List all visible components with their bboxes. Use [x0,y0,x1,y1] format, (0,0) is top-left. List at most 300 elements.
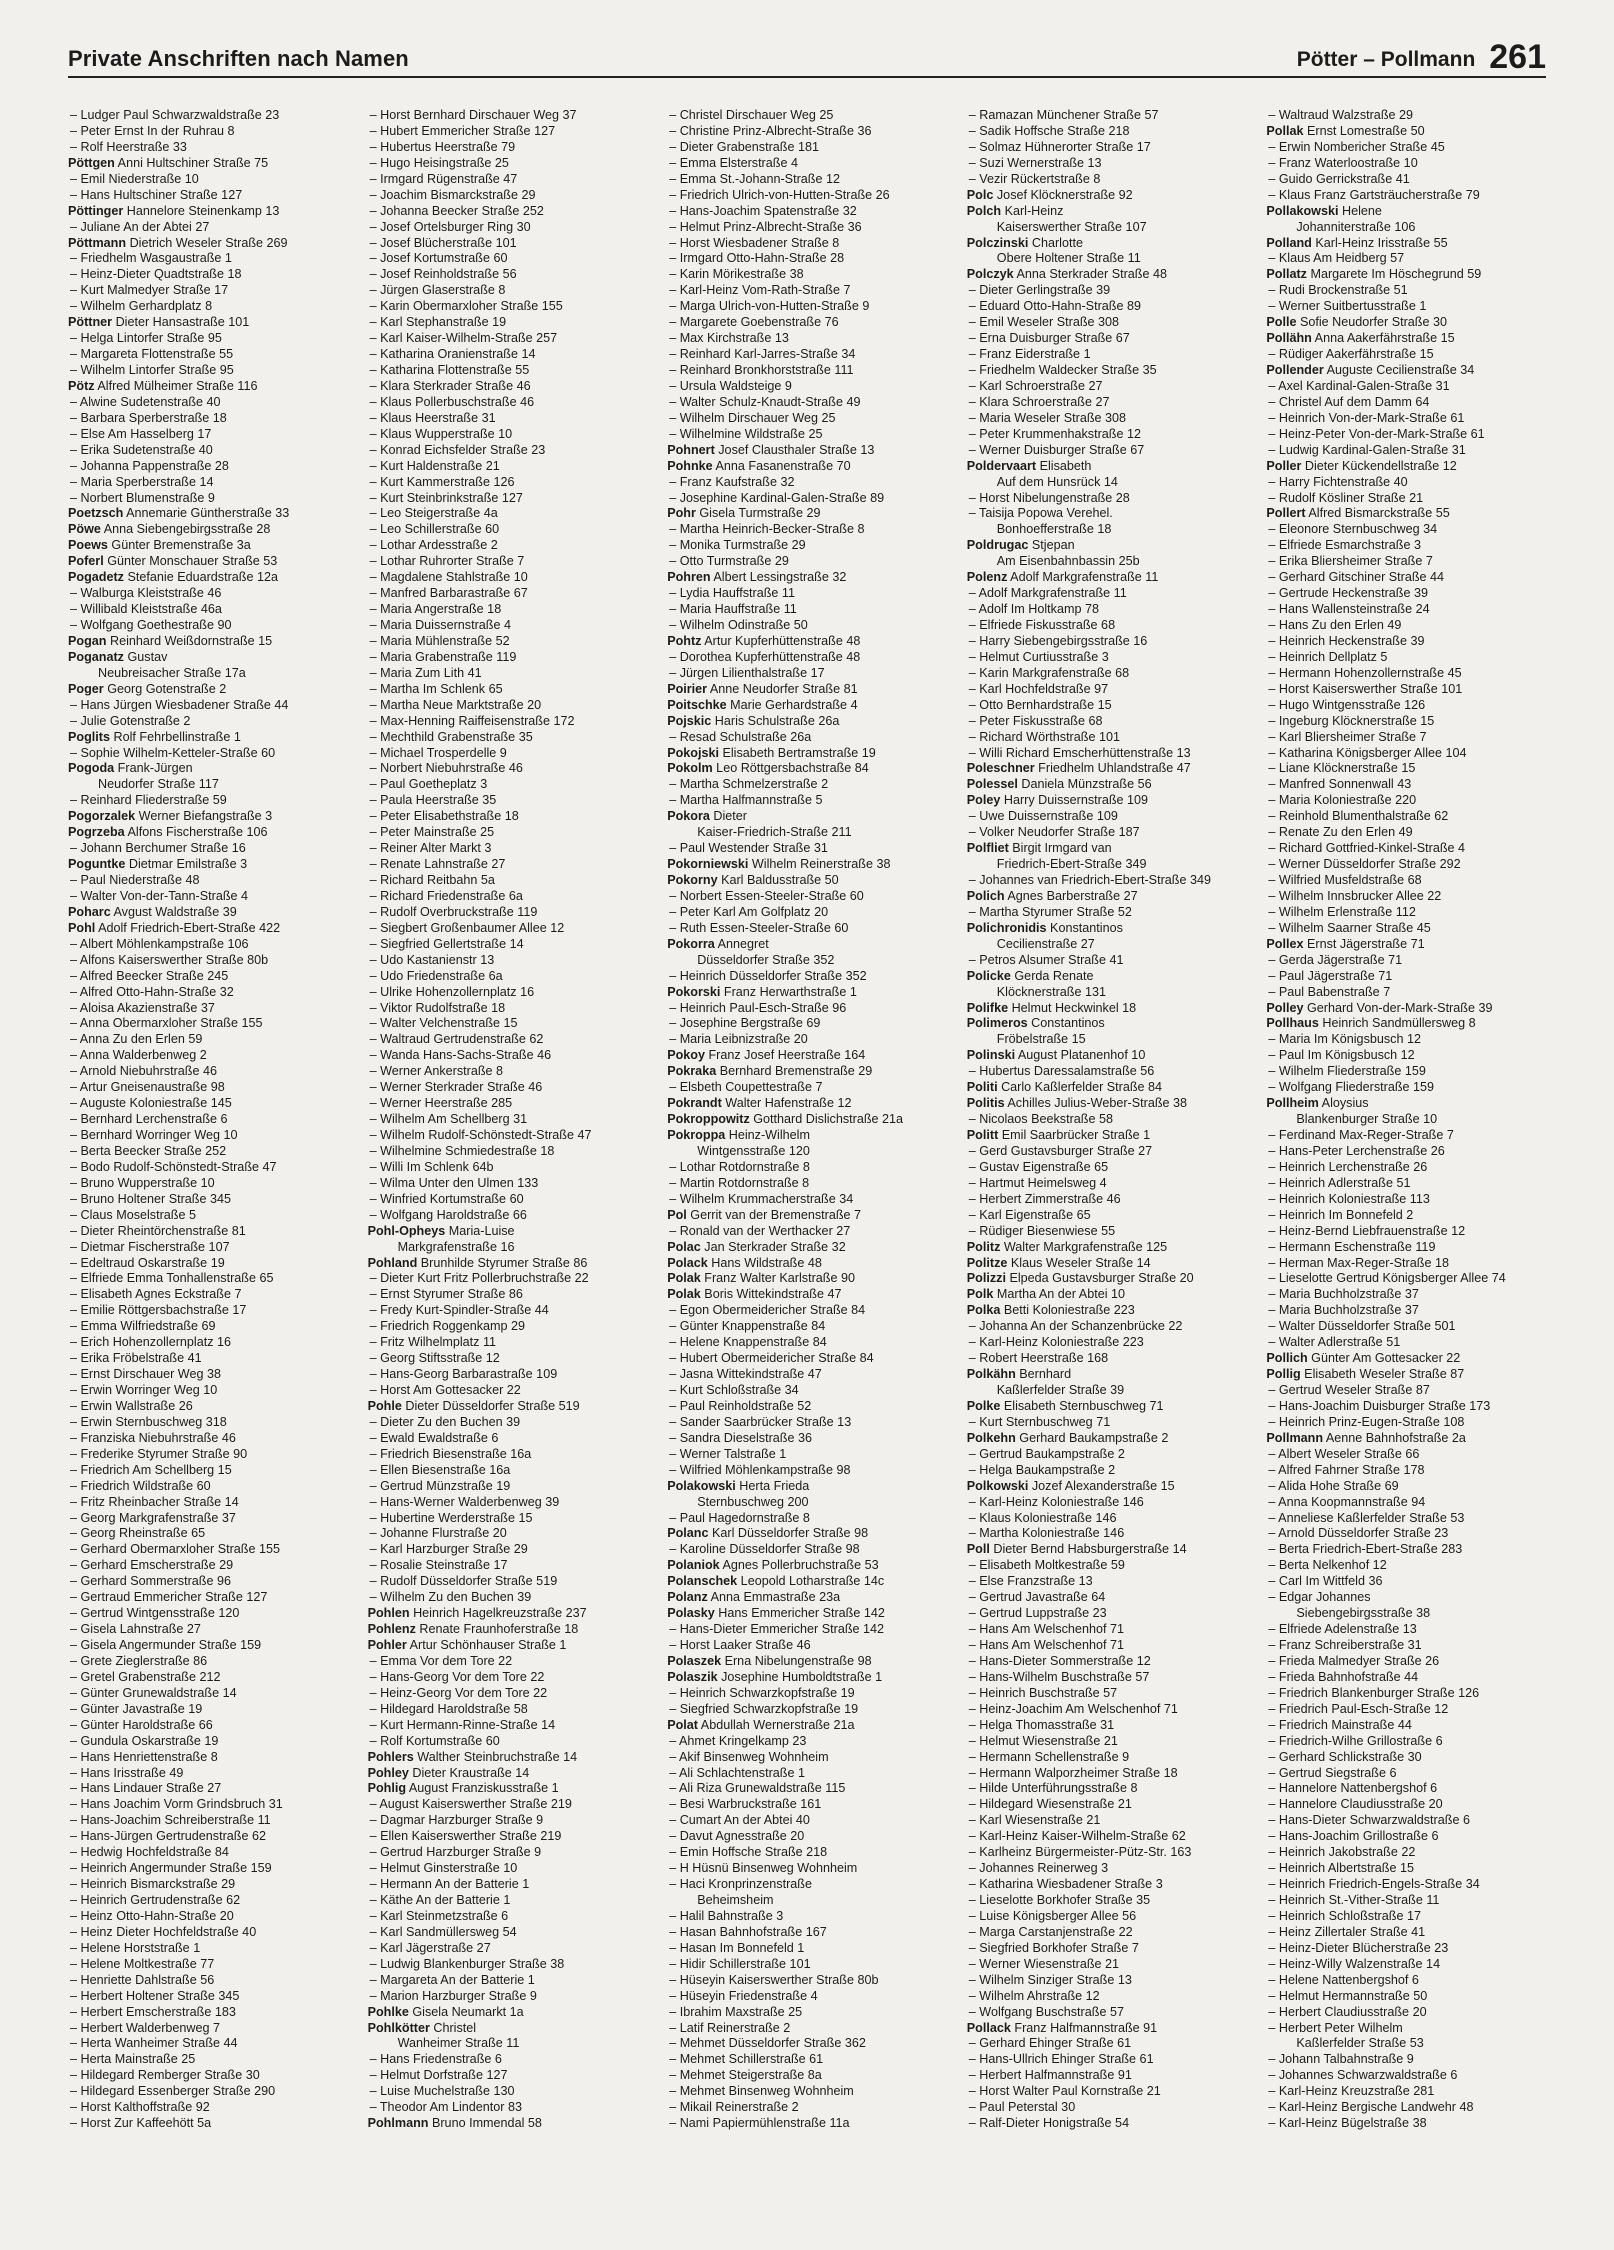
directory-entry: – Heinrich St.-Vither-Straße 11 [1268,1893,1440,1907]
directory-entry: – Hans-Joachim Schreiberstraße 11 [70,1813,271,1828]
surname: Polland [1266,235,1312,250]
directory-entry: – Karoline Düsseldorfer Straße 98 [669,1542,860,1557]
surname: Poller [1266,458,1302,473]
directory-entry: – Nami Papiermühlenstraße 11a [669,2116,850,2131]
directory-entry: Pollex Ernst Jägerstraße 71 [1266,936,1425,951]
directory-entry: – Herbert Peter Wilhelm [1268,2020,1403,2035]
directory-entry: – Bernhard Worringer Weg 10 [70,1128,238,1142]
surname: Pötz [68,378,95,393]
surname: Polkähn [966,1367,1016,1382]
directory-entry: – Solmaz Hühnerorter Straße 17 [968,139,1151,154]
directory-entry: – Paul Westender Straße 31 [669,841,828,856]
directory-entry: Blankenburger Straße 10 [1296,1112,1438,1127]
directory-entry: – Paul Peterstal 30 [968,2100,1076,2115]
directory-entry: – Wilhelm Am Schellberg 31 [369,1112,528,1127]
directory-entry: – Karl Kaiser-Wilhelm-Straße 257 [369,331,558,346]
directory-entry: – Herbert Emscherstraße 183 [70,2004,236,2019]
directory-entry: Pollig Elisabeth Weseler Straße 87 [1266,1367,1465,1382]
directory-entry: – Wilhelm Ahrstraße 12 [968,1988,1100,2003]
directory-entry: – Else Am Hasselberg 17 [70,426,212,441]
directory-entry: – Alida Hohe Straße 69 [1268,1478,1399,1493]
surname: Pohren [667,570,711,585]
directory-entry: – Wilhelm Rudolf-Schönstedt-Straße 47 [369,1128,592,1142]
directory-entry: Polanc Karl Düsseldorfer Straße 98 [667,1526,869,1541]
directory-entry: – Akif Binsenweg Wohnheim [669,1749,829,1764]
directory-entry: – Hildegard Wiesenstraße 21 [968,1797,1132,1812]
surname: Pollack [966,2020,1011,2035]
surname: Polakowski [667,1478,736,1493]
name-range: Pötter – Pollmann [1296,48,1476,71]
directory-entry: – Robert Heerstraße 168 [968,1351,1109,1366]
surname: Politze [966,1255,1008,1270]
directory-entry: – Johanna Pappenstraße 28 [70,458,229,473]
surname: Pohlen [367,1606,410,1621]
directory-entry: – Helmut Dorfstraße 127 [369,2068,508,2083]
directory-entry: – Bruno Wupperstraße 10 [70,1175,215,1190]
directory-entry: Poews Günter Bremenstraße 3a [68,538,251,553]
directory-entry: – Wilfried Musfeldstraße 68 [1268,873,1422,887]
directory-entry: Pojskic Haris Schulstraße 26a [667,713,840,728]
directory-entry: – Emma Elsterstraße 4 [669,155,798,170]
directory-entry: Pollack Franz Halfmannstraße 91 [966,2020,1158,2035]
directory-entry: – Uwe Duissernstraße 109 [968,809,1118,824]
directory-entry: – Fritz Rheinbacher Straße 14 [70,1494,239,1509]
surname: Politt [966,1128,999,1142]
directory-entry: – Kurt Kammerstraße 126 [369,474,515,489]
directory-entry: Sternbuschweg 200 [697,1494,809,1509]
directory-entry: Beheimsheim [697,1893,774,1907]
directory-entry: – Johanna Beecker Straße 252 [369,203,544,218]
directory-entry: – Arnold Niebuhrstraße 46 [70,1064,218,1079]
directory-entry: – Dagmar Harzburger Straße 9 [369,1813,544,1828]
directory-entry: – Ludwig Kardinal-Galen-Straße 31 [1268,442,1466,457]
directory-entry: – Wilhelm Zu den Buchen 39 [369,1590,532,1605]
directory-entry: – Latif Reinerstraße 2 [669,2020,791,2035]
directory-entry: Pollhaus Heinrich Sandmüllersweg 8 [1266,1016,1476,1031]
directory-entry: – Maria Weseler Straße 308 [968,410,1127,425]
directory-entry: – Ingeburg Klöcknerstraße 15 [1268,713,1435,728]
directory-entry: – Vezir Rückertstraße 8 [968,171,1101,186]
directory-entry: Pohlke Gisela Neumarkt 1a [367,2004,524,2019]
directory-entry: – Heinrich Prinz-Eugen-Straße 108 [1268,1414,1465,1429]
directory-entry: Pohnert Josef Clausthaler Straße 13 [667,442,875,457]
directory-entry: Poitschke Marie Gerhardstraße 4 [667,697,858,712]
surname: Pöttinger [68,203,124,218]
directory-entry: – Juliane An der Abtei 27 [70,219,210,234]
directory-entry: – Friedrich-Wilhe Grillostraße 6 [1268,1733,1443,1748]
directory-entry: Wanheimer Straße 11 [397,2036,520,2051]
directory-entry: Poirier Anne Neudorfer Straße 81 [667,681,858,696]
directory-entry: – Heinrich Paul-Esch-Straße 96 [669,1000,847,1015]
directory-entry: Pollakowski Helene [1266,203,1382,218]
directory-entry: – Ralf-Dieter Honigstraße 54 [968,2116,1130,2131]
directory-entry: – Heinrich Lerchenstraße 26 [1268,1159,1428,1174]
directory-entry: – Martha Im Schlenk 65 [369,681,503,696]
directory-entry: – Richard Friedenstraße 6a [369,888,523,903]
directory-entry: – Georg Stiftsstraße 12 [369,1351,500,1366]
directory-entry: – Dieter Gerlingstraße 39 [968,283,1111,298]
surname: Pollähn [1266,331,1312,346]
directory-entry: – Rudolf Düsseldorfer Straße 519 [369,1574,558,1589]
directory-entry: Politze Klaus Weseler Straße 14 [966,1255,1151,1270]
directory-entry: – Hans-Wilhelm Buschstraße 57 [968,1669,1150,1684]
directory-entry: – Helene Nattenbergshof 6 [1268,1972,1419,1987]
directory-entry: Pohr Gisela Turmstraße 29 [667,506,821,521]
directory-entry: – Hermann Eschenstraße 119 [1268,1239,1436,1254]
directory-entry: – Erwin Sternbuschweg 318 [70,1414,227,1429]
directory-entry: – Eduard Otto-Hahn-Straße 89 [968,299,1141,314]
directory-entry: – Wilhelm Saarner Straße 45 [1268,920,1431,935]
directory-entry: – Hans Zu den Erlen 49 [1268,618,1402,632]
directory-entry: – Eleonore Sternbuschweg 34 [1268,522,1438,537]
directory-entry: Pohley Dieter Kraustraße 14 [367,1765,530,1780]
directory-entry: – Kurt Malmedyer Straße 17 [70,283,229,298]
directory-entry: Pohl Adolf Friedrich-Ebert-Straße 422 [68,920,281,935]
surname: Pohley [367,1765,409,1780]
directory-entry: – Hilde Unterführungsstraße 8 [968,1781,1138,1796]
directory-entry: – Suzi Wernerstraße 13 [968,155,1102,170]
directory-entry: – Martha Neue Marktstraße 20 [369,697,542,712]
directory-entry: – Luise Königsberger Allee 56 [968,1908,1137,1923]
directory-entry: – Artur Gneisenaustraße 98 [70,1080,225,1095]
directory-entry: – Karl-Heinz Koloniestraße 146 [968,1494,1144,1509]
directory-entry: – Johannes Reinerweg 3 [968,1861,1109,1876]
directory-entry: Friedrich-Ebert-Straße 349 [996,857,1147,872]
directory-entry: Pohren Albert Lessingstraße 32 [667,570,847,585]
surname: Pol [667,1207,687,1222]
directory-entry: – Josef Ortelsburger Ring 30 [369,219,531,234]
directory-entry: – Peter Fiskusstraße 68 [968,713,1103,728]
surname: Poferl [68,554,104,569]
directory-entry: – Gerhard Schlickstraße 30 [1268,1749,1422,1764]
directory-entry: Düsseldorfer Straße 352 [697,952,835,967]
directory-entry: – Hannelore Nattenbergshof 6 [1268,1781,1438,1796]
directory-entry: Neubreisacher Straße 17a [98,665,246,680]
directory-entry: – Werner Sterkrader Straße 46 [369,1080,543,1095]
directory-entry: – Heinrich Dellplatz 5 [1268,649,1388,664]
directory-entry: – Reinhard Karl-Jarres-Straße 34 [669,347,856,362]
directory-entry: Polczinski Charlotte [966,235,1083,250]
directory-entry: – Anna Zu den Erlen 59 [70,1032,203,1047]
directory-entry: – Viktor Rudolfstraße 18 [369,1000,506,1015]
directory-entry: – Hermann An der Batterie 1 [369,1877,530,1892]
directory-entry: – Willibald Kleiststraße 46a [70,602,222,617]
directory-entry: Polenz Adolf Markgrafenstraße 11 [966,570,1159,585]
directory-entry: – Erika Fröbelstraße 41 [70,1351,202,1366]
surname: Pohler [367,1638,407,1652]
directory-entry: – Kurt Hermann-Rinne-Straße 14 [369,1717,556,1732]
directory-entry: Fröbelstraße 15 [996,1032,1086,1047]
directory-entry: – Marga Carstanjenstraße 22 [968,1924,1133,1939]
directory-entry: – Else Franzstraße 13 [968,1574,1093,1589]
directory-entry: – Kurt Schloßstraße 34 [669,1383,799,1397]
directory-entry: Poglits Rolf Fehrbellinstraße 1 [68,729,241,744]
surname: Polessel [966,777,1018,792]
directory-entry: – Julie Gotenstraße 2 [70,713,191,728]
surname: Pohlenz [367,1622,416,1637]
directory-entry: – Erwin Wallstraße 26 [70,1398,193,1413]
directory-entry: Polanschek Leopold Lotharstraße 14c [667,1574,885,1589]
directory-entry: – Hartmut Heimelsweg 4 [968,1175,1107,1190]
directory-entry: – Friedhelm Waldecker Straße 35 [968,363,1157,377]
directory-entry: – Lieselotte Gertrud Königsberger Allee 74 [1268,1271,1506,1286]
directory-entry: – Leo Steigerstraße 4a [369,506,498,521]
directory-entry: – Petros Alsumer Straße 41 [968,952,1124,967]
directory-entry: Poharc Avgust Waldstraße 39 [68,904,237,919]
directory-entry: Siebengebirgsstraße 38 [1296,1606,1431,1621]
directory-entry: – Heinz Otto-Hahn-Straße 20 [70,1908,234,1923]
directory-entry: Kaiser-Friedrich-Straße 211 [697,825,852,840]
directory-entry: – Grete Zieglerstraße 86 [70,1653,208,1668]
surname: Poley [966,793,1001,808]
page-title: Private Anschriften nach Namen [68,46,409,71]
directory-entry: – Hasan Im Bonnefeld 1 [669,1940,805,1955]
surname: Polczyk [966,267,1014,282]
directory-entry: – Norbert Essen-Steeler-Straße 60 [669,888,864,903]
directory-entry: – Hannelore Claudiusstraße 20 [1268,1797,1443,1812]
directory-entry: – Elisabeth Agnes Eckstraße 7 [70,1287,242,1302]
directory-entry: – Lothar Ardesstraße 2 [369,538,498,553]
directory-entry: – Peter Mainstraße 25 [369,825,495,840]
directory-entry: – Klara Schroerstraße 27 [968,394,1110,409]
directory-entry: – Herbert Halfmannstraße 91 [968,2068,1132,2083]
directory-entry: – Horst Am Gottesacker 22 [369,1383,521,1397]
directory-entry: – Rudolf Kösliner Straße 21 [1268,490,1424,505]
directory-entry: – August Kaiserswerther Straße 219 [369,1797,572,1812]
directory-entry: – Norbert Blumenstraße 9 [70,490,215,505]
surname: Poganatz [68,649,124,664]
directory-entry: – Wolfgang Fliederstraße 159 [1268,1080,1435,1095]
directory-entry: Pokrandt Walter Hafenstraße 12 [667,1096,852,1111]
directory-entry: – Karlheinz Bürgermeister-Pütz-Str. 163 [968,1845,1192,1860]
directory-entry: – Johannes van Friedrich-Ebert-Straße 349 [968,873,1211,887]
directory-entry: – Guido Gerrickstraße 41 [1268,171,1410,186]
directory-entry: – Heinz-Peter Von-der-Mark-Straße 61 [1268,426,1485,441]
surname: Pogorzalek [68,809,136,824]
directory-entry: – Hugo Wintgensstraße 126 [1268,697,1426,712]
surname: Pohlke [367,2004,409,2019]
directory-entry: – Heinz Dieter Hochfeldstraße 40 [70,1924,257,1939]
directory-entry: – Waltraud Walzstraße 29 [1268,108,1414,122]
directory-entry: – Hubertus Heerstraße 79 [369,139,516,154]
directory-entry: – Heinrich Gertrudenstraße 62 [70,1893,241,1907]
directory-entry: – Lothar Ruhrorter Straße 7 [369,554,525,569]
directory-entry: – Margarete Goebenstraße 76 [669,315,839,330]
directory-entry: – Alfons Kaiserswerther Straße 80b [70,952,269,967]
directory-entry: – Wilfried Möhlenkampstraße 98 [669,1462,851,1477]
directory-entry: – Helene Horststraße 1 [70,1940,201,1955]
surname: Poldervaart [966,458,1037,473]
directory-entry: – Friedrich Mainstraße 44 [1268,1717,1412,1732]
surname: Poews [68,538,108,553]
directory-entry: – Renate Lahnstraße 27 [369,857,506,872]
directory-entry: – Lothar Rotdornstraße 8 [669,1159,810,1174]
surname: Polak [667,1287,701,1302]
directory-entry: – Taisija Popowa Verehel. [968,506,1113,521]
directory-entry: – Emil Weseler Straße 308 [968,315,1120,330]
directory-entry: – Kurt Sternbuschweg 71 [968,1414,1111,1429]
directory-entry: – Bodo Rudolf-Schönstedt-Straße 47 [70,1159,277,1174]
directory-entry: Pollender Auguste Cecilienstraße 34 [1266,363,1475,377]
directory-entry: – Auguste Koloniestraße 145 [70,1096,232,1111]
directory-entry: Polaniok Agnes Pollerbruchstraße 53 [667,1558,879,1573]
surname: Poirier [667,681,708,696]
directory-entry: – Günter Knappenstraße 84 [669,1319,826,1334]
directory-entry: – Claus Moselstraße 5 [70,1207,196,1222]
directory-entry: – Hans Hultschiner Straße 127 [70,187,243,202]
directory-entry: – Maria Buchholzstraße 37 [1268,1287,1419,1302]
directory-entry: – Helga Baukampstraße 2 [968,1462,1116,1477]
directory-entry: Pöwe Anna Siebengebirgsstraße 28 [68,522,271,537]
directory-entry: – Elfriede Adelenstraße 13 [1268,1622,1417,1637]
directory-entry: – Jürgen Lilienthalstraße 17 [669,665,825,680]
directory-entry: – Helga Thomasstraße 31 [968,1717,1115,1732]
directory-entry: – Irmgard Otto-Hahn-Straße 28 [669,251,845,266]
directory-entry: Polich Agnes Barberstraße 27 [966,888,1138,903]
directory-entry: – Paul Babenstraße 7 [1268,984,1391,999]
directory-entry: – Herbert Zimmerstraße 46 [968,1191,1121,1206]
directory-entry: Pohl-Opheys Maria-Luise [367,1223,515,1238]
directory-entry: – Walter Düsseldorfer Straße 501 [1268,1319,1456,1334]
directory-entry: – Erna Duisburger Straße 67 [968,331,1130,346]
directory-entry: Pohland Brunhilde Styrumer Straße 86 [367,1255,588,1270]
directory-entry: – Hildegard Essenberger Straße 290 [70,2084,276,2099]
directory-entry: – Emil Niederstraße 10 [70,171,199,186]
directory-entry: – Wilhelm Odinstraße 50 [669,618,808,632]
surname: Poll [966,1542,990,1557]
surname: Pokroppa [667,1128,726,1142]
directory-entry: – Friedrich Ulrich-von-Hutten-Straße 26 [669,187,890,202]
directory-entry: – Ruth Essen-Steeler-Straße 60 [669,920,849,935]
directory-entry: – Otto Turmstraße 29 [669,554,789,569]
directory-entry: – Max-Henning Raiffeisenstraße 172 [369,713,575,728]
directory-entry: Polak Franz Walter Karlstraße 90 [667,1271,855,1286]
surname: Polinski [966,1048,1016,1063]
directory-entry: Politz Walter Markgrafenstraße 125 [966,1239,1168,1254]
directory-entry: – Horst Laaker Straße 46 [669,1638,811,1652]
surname: Poharc [68,904,111,919]
directory-entry: – Nicolaos Beekstraße 58 [968,1112,1113,1127]
directory-entry: – Johann Talbahnstraße 9 [1268,2052,1414,2067]
directory-entry: – Karl-Heinz Bügelstraße 38 [1268,2116,1427,2131]
directory-entry: – Hans-Joachim Grillostraße 6 [1268,1829,1439,1844]
directory-entry: Pohlen Heinrich Hagelkreuzstraße 237 [367,1606,587,1621]
directory-entry: – Herta Mainstraße 25 [70,2052,196,2067]
surname: Pöttgen [68,155,115,170]
directory-entry: Poferl Günter Monschauer Straße 53 [68,554,278,569]
surname: Pohnert [667,442,715,457]
directory-entry: – Ursula Waldsteige 9 [669,378,792,393]
directory-entry: Johanniterstraße 106 [1296,219,1416,234]
directory-entry: – Hans-Joachim Duisburger Straße 173 [1268,1398,1491,1413]
directory-entry: – Karl Jägerstraße 27 [369,1940,491,1955]
column-2 [368,108,660,2132]
directory-entry: – Horst Zur Kaffeehött 5a [70,2116,212,2131]
directory-entry: – Karl Harzburger Straße 29 [369,1542,528,1557]
surname: Pokroppowitz [667,1112,750,1127]
directory-entry: – Marga Ulrich-von-Hutten-Straße 9 [669,299,870,314]
directory-entry: – Ferdinand Max-Reger-Straße 7 [1268,1128,1454,1142]
directory-entry: – Hubert Emmericher Straße 127 [369,123,556,138]
directory-entry: – Gisela Angermunder Straße 159 [70,1638,262,1652]
directory-entry: – Gerda Jägerstraße 71 [1268,952,1403,967]
directory-entry: – Arnold Düsseldorfer Straße 23 [1268,1526,1449,1541]
directory-entry: – Heinz-Bernd Liebfrauenstraße 12 [1268,1223,1466,1238]
surname: Polat [667,1717,698,1732]
surname: Pohlkötter [367,2020,430,2035]
directory-entry: – Wilhelmine Wildstraße 25 [669,426,823,441]
directory-entry: – Rolf Heerstraße 33 [70,139,187,154]
directory-entry: – Paul Reinholdstraße 52 [669,1398,812,1413]
directory-entry: – Elisabeth Moltkestraße 59 [968,1558,1125,1573]
directory-entry: – Hüseyin Kaiserswerther Straße 80b [669,1972,879,1987]
directory-entry: – Ali Riza Grunewaldstraße 115 [669,1781,846,1796]
directory-entry: – Gertrud Harzburger Straße 9 [369,1845,542,1860]
directory-entry: – Paula Heerstraße 35 [369,793,497,808]
surname: Polaniok [667,1558,720,1573]
directory-entry: – Katharina Wiesbadener Straße 3 [968,1877,1163,1892]
surname: Politis [966,1096,1005,1111]
directory-entry: Politi Carlo Kaßlerfelder Straße 84 [966,1080,1163,1095]
page-header-right [1297,40,1546,74]
directory-entry: – Siegbert Großenbaumer Allee 12 [369,920,565,935]
directory-entry: – Frederike Styrumer Straße 90 [70,1446,248,1461]
surname: Pollich [1266,1351,1308,1366]
directory-entry: – Anna Koopmannstraße 94 [1268,1494,1426,1509]
directory-entry: – Maria Koloniestraße 220 [1268,793,1417,808]
directory-entry: – Reinhold Blumenthalstraße 62 [1268,809,1449,824]
surname: Polanz [667,1590,708,1605]
directory-entry: – Hans-Joachim Spatenstraße 32 [669,203,857,218]
surname: Polich [966,888,1005,903]
directory-entry: – Werner Düsseldorfer Straße 292 [1268,857,1461,872]
directory-entry: – Margareta Flottenstraße 55 [70,347,234,362]
directory-entry: – Helene Knappenstraße 84 [669,1335,827,1350]
directory-entry: – Johanne Flurstraße 20 [369,1526,507,1541]
directory-entry: – Werner Wiesenstraße 21 [968,1956,1120,1971]
directory-entry: – Ibrahim Maxstraße 25 [669,2004,803,2019]
directory-entry: Klöcknerstraße 131 [996,984,1106,999]
directory-entry: – Wilma Unter den Ulmen 133 [369,1175,539,1190]
directory-entry: – Sadik Hoffsche Straße 218 [968,123,1130,138]
directory-entry: – Hermann Hohenzollernstraße 45 [1268,665,1462,680]
directory-entry: Pohlenz Renate Fraunhoferstraße 18 [367,1622,579,1637]
directory-entry: – Wolfgang Buschstraße 57 [968,2004,1124,2019]
directory-entry: Bonhoefferstraße 18 [996,522,1112,537]
directory-entry: – Ali Schlachtenstraße 1 [669,1765,805,1780]
directory-entry: Polle Sofie Neudorfer Straße 30 [1266,315,1447,330]
directory-entry: – Hans Joachim Vorm Grindsbruch 31 [70,1797,283,1812]
directory-entry: – Heinrich Friedrich-Engels-Straße 34 [1268,1877,1480,1892]
directory-entry: Politis Achilles Julius-Weber-Straße 38 [966,1096,1188,1111]
directory-entry: – Werner Duisburger Straße 67 [968,442,1145,457]
directory-entry: Pogrzeba Alfons Fischerstraße 106 [68,825,268,840]
directory-entry: – Emilie Röttgersbachstraße 17 [70,1303,247,1318]
directory-entry: – Peter Elisabethstraße 18 [369,809,519,824]
directory-entry: – Ronald van der Werthacker 27 [669,1223,851,1238]
directory-entry: – Karin Mörikestraße 38 [669,267,804,282]
directory-entry: – Wilhelm Innsbrucker Allee 22 [1268,888,1442,903]
directory-entry: – Peter Ernst In der Ruhrau 8 [70,123,235,138]
directory-entry: – Heinrich Jakobstraße 22 [1268,1845,1416,1860]
directory-entry: – Herman Max-Reger-Straße 18 [1268,1255,1449,1270]
directory-entry: – Ellen Kaiserswerther Straße 219 [369,1829,562,1844]
directory-entry: – Egon Obermeidericher Straße 84 [669,1303,866,1318]
directory-entry: Poetzsch Annemarie Güntherstraße 33 [68,506,290,521]
surname: Polch [966,203,1002,218]
directory-entry: – Ahmet Kringelkamp 23 [669,1733,807,1748]
directory-entry: – Karl-Heinz Vom-Rath-Straße 7 [669,283,851,298]
